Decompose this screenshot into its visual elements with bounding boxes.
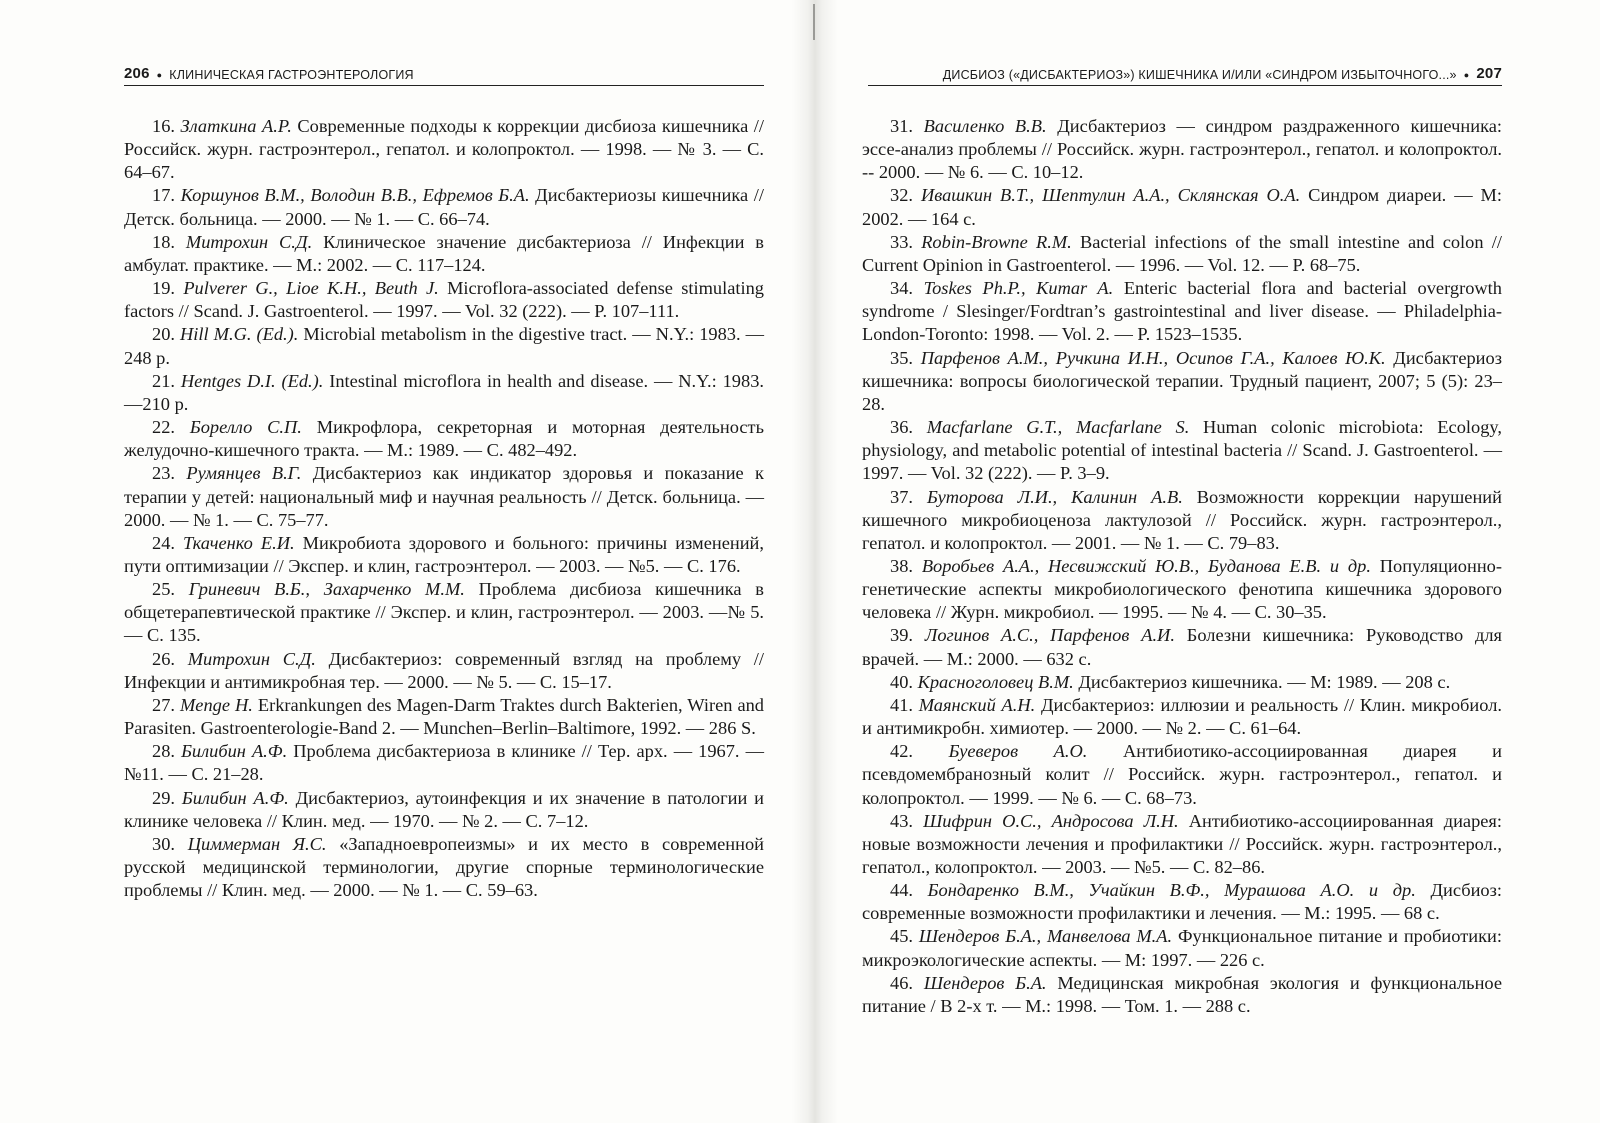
bullet-icon: ● <box>1463 70 1470 80</box>
reference-item: 39. Логинов А.С., Парфенов А.И. Болезни кишечника: Руководство для врачей. — М.: 2000. — 632 с. <box>862 625 1502 669</box>
reference-item: 24. Ткаченко Е.И. Микробиота здорового и больного: причины изменений, пути оптимизации // Экспер. и клин, гастроэнтерол. — 2003. — №5. — С. 176. <box>124 532 764 576</box>
reference-item: 25. Гриневич В.Б., Захарченко М.М. Проблема дисбиоза кишечника в общетерапевтической практике // Экспер. и клин, гастроэнтерол. — 2003. —№ 5. — С. 135. <box>124 579 764 646</box>
reference-item: 26. Митрохин С.Д. Дисбактериоз: современный взгляд на проблему // Инфекции и антимикробная тер. — 2000. — № 5. — С. 15–17. <box>124 648 764 692</box>
reference-list-left <box>124 115 764 902</box>
page-number: 206 <box>124 65 150 82</box>
reference-item: 20. Hill M.G. (Ed.). Microbial metabolism in the digestive tract. — N.Y.: 1983. — 248 p. <box>124 324 764 368</box>
reference-item: 30. Циммерман Я.С. «Западноевропеизмы» и их место в современной русской медицинской терминологии, другие спорные терминологические проблемы // Клин. мед. — 2000. — № 1. — С. 59–63. <box>124 833 764 901</box>
reference-item: 38. Воробьев А.А., Несвижский Ю.В., Буданова Е.В. и др. Популяционно-генетические аспекты микробиологического фенотипа кишечника здорового человека // Журн. микробиол. — 1995. — № 4. — С. 30–35. <box>862 555 1502 623</box>
reference-item: 21. Hentges D.I. (Ed.). Intestinal microflora in health and disease. — N.Y.: 1983. —210 p. <box>124 370 764 414</box>
reference-item: 31. Василенко В.В. Дисбактериоз — синдром раздраженного кишечника: эссе-анализ проблемы // Российск. журн. гастроэнтерол., гепатол. и колопроктол. -- 2000. — № 6. — С. 10–12. <box>862 116 1502 183</box>
running-header-right <box>868 64 1502 86</box>
reference-item: 29. Билибин А.Ф. Дисбактериоз, аутоинфекция и их значение в патологии и клинике человека // Клин. мед. — 1970. — № 2. — С. 7–12. <box>124 787 764 831</box>
reference-item: 44. Бондаренко В.М., Учайкин В.Ф., Мурашова А.О. и др. Дисбиоз: современные возможности профилактики и лечения. — М.: 1995. — 68 с. <box>862 880 1502 924</box>
reference-item: 16. Златкина А.Р. Современные подходы к коррекции дисбиоза кишечника // Российск. журн. гастроэнтерол., гепатол. и колопроктол. — 1998. — № 3. — С. 64–67. <box>124 116 764 183</box>
reference-item: 41. Маянский А.Н. Дисбактериоз: иллюзии и реальность // Клин. микробиол. и антимикробн. химиотер. — 2000. — № 2. — С. 61–64. <box>862 694 1502 739</box>
reference-item: 27. Menge H. Erkrankungen des Magen-Darm Traktes durch Bakterien, Wiren and Parasiten. Gastroenterologie-Band 2. — Munchen–Berlin–Baltimore, 1992. — 286 S. <box>124 694 764 739</box>
reference-item: 18. Митрохин С.Д. Клиническое значение дисбактериоза // Инфекции в амбулат. практике. — М.: 2002. — С. 117–124. <box>124 231 764 275</box>
running-header-left <box>124 64 764 86</box>
running-title: КЛИНИЧЕСКАЯ ГАСТРОЭНТЕРОЛОГИЯ <box>169 68 414 82</box>
reference-item: 22. Борелло С.П. Микрофлора, секреторная и моторная деятельность желудочно-кишечного тракта. — М.: 1989. — С. 482–492. <box>124 417 764 461</box>
reference-item: 36. Macfarlane G.T., Macfarlane S. Human colonic microbiota: Ecology, physiology, and metabolic potential of intestinal bacteria // Scand. J. Gastroenterol. — 1997. — Vol. 32 (222). — P. 3–9. <box>862 417 1502 484</box>
reference-item: 33. Robin-Browne R.M. Bacterial infections of the small intestine and colon // Current Opinion in Gastroenterol. — 1996. — Vol. 12. — P. 68–75. <box>862 231 1502 275</box>
reference-item: 32. Ивашкин В.Т., Шептулин А.А., Склянская О.А. Синдром диареи. — М: 2002. — 164 с. <box>862 185 1502 229</box>
right-page <box>800 0 1600 1123</box>
reference-list-right <box>862 115 1502 1018</box>
reference-item: 34. Toskes Ph.P., Kumar A. Enteric bacterial flora and bacterial overgrowth syndrome / Slesinger/Fordtran’s gastrointestinal and liver disease. — Philadelphia-London-Toronto: 1998. — Vol. 2. — P. 1523–1535. <box>862 278 1502 345</box>
reference-item: 46. Шендеров Б.А. Медицинская микробная экология и функциональное питание / В 2-х т. — М.: 1998. — Том. 1. — 288 с. <box>862 972 1502 1016</box>
reference-item: 19. Pulverer G., Lioe K.H., Beuth J. Microflora-associated defense stimulating factors // Scand. J. Gastroenterol. — 1997. — Vol. 32 (222). — P. 107–111. <box>124 278 764 322</box>
reference-item: 37. Буторова Л.И., Калинин А.В. Возможности коррекции нарушений кишечного микробиоценоза лактулозой // Российск. журн. гастроэнтерол., гепатол. и колопроктол. — 2001. — № 1. — С. 79–83. <box>862 486 1502 553</box>
reference-item: 23. Румянцев В.Г. Дисбактериоз как индикатор здоровья и показание к терапии у детей: национальный миф и научная реальность // Детск. больница. — 2000. — № 1. — С. 75–77. <box>124 463 764 530</box>
reference-item: 28. Билибин А.Ф. Проблема дисбактериоза в клинике // Тер. арх. — 1967. — №11. — С. 21–28. <box>124 741 764 785</box>
reference-item: 42. Буеверов А.О. Антибиотико-ассоциированная диарея и псевдомембранозный колит // Российск. журн. гастроэнтерол., гепатол. и колопроктол. — 1999. — № 6. — С. 68–73. <box>862 741 1502 808</box>
running-title: ДИСБИОЗ («ДИСБАКТЕРИОЗ») КИШЕЧНИКА И/ИЛИ «СИНДРОМ ИЗБЫТОЧНОГО...» <box>942 68 1457 82</box>
reference-item: 35. Парфенов А.М., Ручкина И.Н., Осипов Г.А., Калоев Ю.К. Дисбактериоз кишечника: вопросы биологической терапии. Трудный пациент, 2007; 5 (5): 23–28. <box>862 347 1502 414</box>
bullet-icon: ● <box>156 70 163 80</box>
reference-item: 17. Коршунов В.М., Володин В.В., Ефремов Б.А. Дисбактериозы кишечника // Детск. больница. — 2000. — № 1. — С. 66–74. <box>124 185 764 229</box>
reference-item: 45. Шендеров Б.А., Манвелова М.А. Функциональное питание и пробиотики: микроэкологические аспекты. — М: 1997. — 226 с. <box>862 926 1502 970</box>
reference-item: 40. Красноголовец В.М. Дисбактериоз кишечника. — М: 1989. — 208 с. <box>890 671 1451 692</box>
page-number: 207 <box>1476 65 1502 82</box>
reference-item: 43. Шифрин О.С., Андросова Л.Н. Антибиотико-ассоциированная диарея: новые возможности лечения и профилактики // Российск. журн. гастроэнтерол., гепатол., колопроктол. — 2003. — №5. — С. 82–86. <box>862 810 1502 877</box>
